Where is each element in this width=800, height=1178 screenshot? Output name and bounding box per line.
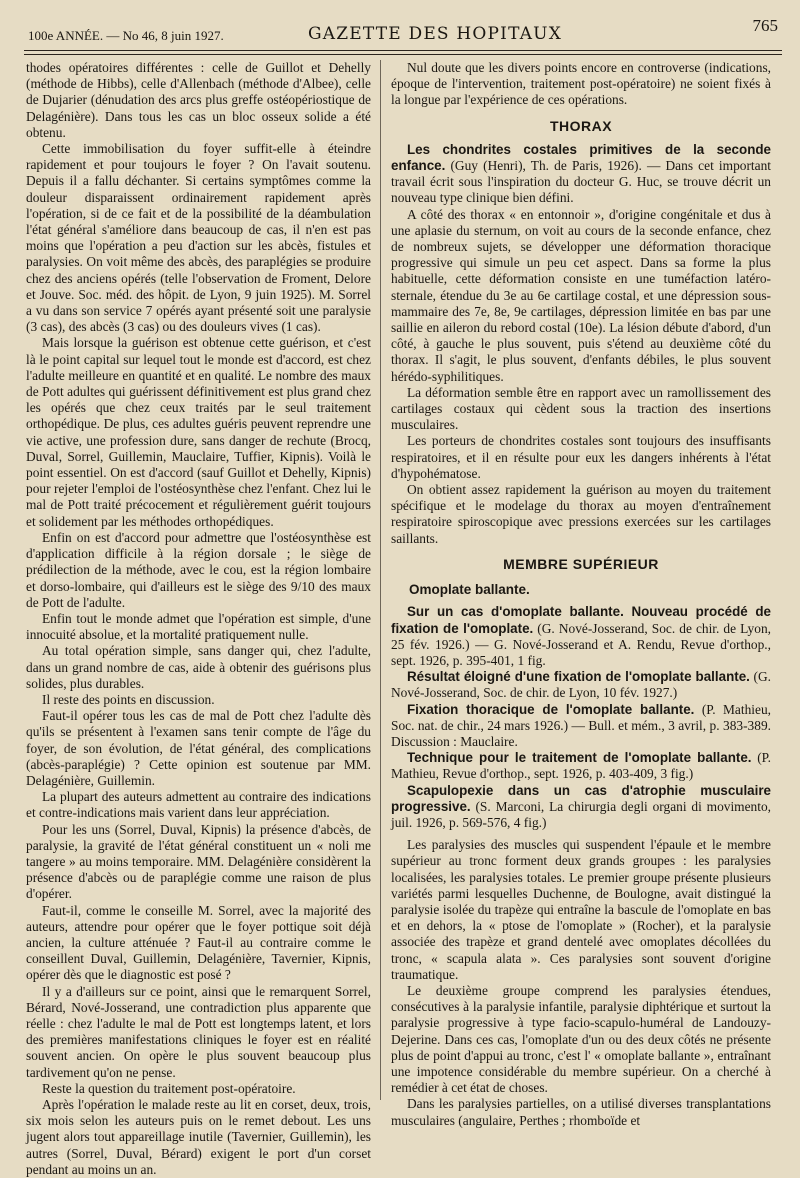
- section-heading-membre-superieur: MEMBRE SUPÉRIEUR: [503, 555, 659, 572]
- column-divider: [380, 60, 381, 1100]
- paragraph: La plupart des auteurs admettent au contraire des indications et contre-indications mais varient dans leur appréciation.: [26, 789, 371, 821]
- reference-citation: (P. Mathieu, Soc. nat. de chir., 24 mars 1926.) — Bull. et mém., 3 avril, p. 383-389. Discussion : Mauclaire.: [391, 701, 771, 749]
- page-number: 765: [752, 16, 778, 35]
- header-rule-bottom: [24, 54, 782, 55]
- paragraph: thodes opératoires différentes : celle de Guillot et Dehelly (méthode de Hibbs), celle d'Allenbach (méthode d'Albee), celle de Dujarier (dénudation des arcs plus greffe ostéopériostique de Delagénière). Dans tous les cas un bloc osseux solide a été obtenu.: [26, 60, 371, 140]
- reference-entry: [391, 142, 771, 207]
- paragraph: Dans les paralysies partielles, on a utilisé diverses transplantations musculaires (angulaire, Perthes ; rhomboïde et: [391, 1096, 771, 1128]
- reference-citation: (G. Nové-Josserand, Soc. de chir. de Lyon, 10 fév. 1927.): [391, 669, 771, 701]
- paragraph: Les paralysies des muscles qui suspendent l'épaule et le membre supérieur au tronc forment deux grands groupes : les paralysies localisées, les paralysies totales. Le premier groupe présente plusieurs variétés parmi lesquelles Duchenne, de Boulogne, avait distingué la paralysie isolée du trapèze qui entraîne la bascule de l'omoplate en bas et en dehors, la « ptose de l'omoplate » (Rocher), et la paralysie associée des trapèze et grand dentelé avec omoplates décollées du tronc, « scapula alata ». Ces paralysies sont souvent d'origine traumatique.: [391, 837, 771, 982]
- reference-title: Résultat éloigné d'une fixation de l'omoplate ballante.: [407, 669, 750, 685]
- reference-entry: [391, 702, 771, 751]
- reference-entry: [391, 604, 771, 669]
- paragraph: Faut-il, comme le conseille M. Sorrel, avec la majorité des auteurs, attendre pour opérer que le foyer pottique soit déjà ancien, la culture atténuée ? Faut-il au contraire comme le conseillent Duval, Guillemin, Delagénière, Tavernier, Kipnis, opérer dès que le diagnostic est posé ?: [26, 902, 371, 983]
- paragraph: Mais lorsque la guérison est obtenue cette guérison, et c'est là le point capital sur lequel tout le monde est d'accord, est chez l'adulte meilleure en quantité et en qualité. Le nombre des maux de Pott adultes qui guérissent définitivement est plus grand chez les opérés que chez ceux traités par le seul traitement orthopédique. De plus, ces adultes guéris peuvent reprendre une vie active, une profession dure, sans danger de rechute (Brocq, Duval, Sorrel, Guillemin, Mauclaire, Tuffier, Kipnis). Voilà le point essentiel. On est d'accord (sauf Guillot et Dehelly, Kipnis) pour rejeter l'emploi de l'ostéosynthèse chez l'enfant. Chez lui le mal de Pott traité précocement et régulièrement guérit toujours et solidement par les méthodes orthopédiques.: [26, 335, 371, 529]
- paragraph: Cette immobilisation du foyer suffit-elle à éteindre rapidement et pour toujours le foyer ? On l'avait soutenu. Depuis il a fallu déchanter. Si certains symptômes comme la douleur disparaissent ordinairement rapidement après l'opération, si de ce fait et de la possibilité de la déambulation l'état général s'améliore dans beaucoup de cas, il n'en est pas moins que l'opération a peu d'action sur les abcès, fistules et paralysies. On voit même des abcès, des paraplégies se produire chez des anciens opérés (telle l'observation de Froment, Delore et Jouve. Soc. méd. des hôpit. de Lyon, 9 juin 1925). M. Sorrel a vu dans son service 7 opérés ayant présenté soit une paralysie (3 cas), des abcès (3 cas) ou des douleurs vives (1 cas).: [26, 141, 371, 335]
- paragraph: Faut-il opérer tous les cas de mal de Pott chez l'adulte dès qu'ils se présentent à l'examen sans tenir compte de l'âge du foyer, de son évolution, de l'état général, des complications (abcès-paraplégie) ? Cette opinion est soutenue par MM. Delagénière, Guillemin.: [26, 708, 371, 788]
- paragraph: Reste la question du traitement post-opératoire.: [42, 1080, 296, 1096]
- paragraph: Les porteurs de chondrites costales sont toujours des insuffisants respiratoires, et il en résulte pour eux les dangers inhérents à l'état d'hypohématose.: [391, 433, 771, 481]
- paragraph: Le deuxième groupe comprend les paralysies étendues, consécutives à la paralysie infantile, paralysie diphtérique et surtout la paralysie progressive à type facio-scapulo-huméral de Landouzy-Dejerine. Dans ces cas, l'omoplate d'un ou des deux côtés ne présente plus de point d'appui au tronc, c'est l' « omoplate ballante », entraînant une impotence considérable du membre supérieur. On a cherché à remédier à cet état de choses.: [391, 982, 771, 1096]
- reference-title: Scapulopexie dans un cas d'atrophie musculaire progressive.: [391, 782, 771, 814]
- subsection-heading: Omoplate ballante.: [409, 582, 530, 598]
- paragraph: Il y a d'ailleurs sur ce point, ainsi que le remarquent Sorrel, Bérard, Nové-Josserand, une contradiction plus apparente que réelle : chez l'adulte le mal de Pott est longtemps latent, et lors des premières manifestations cliniques le foyer est en réalité souvent ancien. On opère le plus souvent beaucoup plus tardivement qu'on ne pense.: [26, 983, 371, 1080]
- reference-entry: [391, 669, 771, 701]
- journal-title: GAZETTE DES HOPITAUX: [308, 24, 563, 44]
- reference-title: Fixation thoracique de l'omoplate ballante.: [407, 701, 695, 717]
- right-column: [391, 60, 771, 1129]
- reference-entry: [391, 783, 771, 832]
- paragraph: On obtient assez rapidement la guérison au moyen du traitement spécifique et le modelage du thorax au moyen d'entraînement respiratoire spiroscopique avec pressions exercées sur les cartilages saillants.: [391, 482, 771, 546]
- paragraph: La déformation semble être en rapport avec un ramollissement des cartilages costaux qui cèdent sous la traction des insertions musculaires.: [391, 384, 771, 433]
- left-column: [26, 60, 371, 1178]
- paragraph: Au total opération simple, sans danger qui, chez l'adulte, dans un grand nombre de cas, aide à obtenir des guérisons plus solides, plus durables.: [26, 643, 371, 691]
- reference-title: Les chondrites costales primitives de la seconde enfance.: [391, 141, 771, 174]
- paragraph: Enfin on est d'accord pour admettre que l'ostéosynthèse est d'application difficile à la région dorsale ; le siège de prédilection de la méthode, avec le cou, est la région lombaire et dorso-lombaire, qui d'ailleurs est le siège des 9/10 des maux de Pott de l'adulte.: [26, 529, 371, 610]
- reference-citation: (G. Nové-Josserand, Soc. de chir. de Lyon, 25 fév. 1926.) — G. Nové-Josserand et A. Rendu, Revue d'orthop., sept. 1926, p. 395-401, 1 fig.: [391, 620, 771, 668]
- paragraph: Il reste des points en discussion.: [42, 691, 215, 707]
- issue-line: 100e ANNÉE. — No 46, 8 juin 1927.: [28, 28, 224, 43]
- paragraph: Pour les uns (Sorrel, Duval, Kipnis) la présence d'abcès, de paralysie, la gravité de l'état général constituent un « noli me tangere » au moins temporaire. MM. Delagénière considèrent la présence d'abcès ou de paraplégie comme une raison de plus d'opérer.: [26, 821, 371, 902]
- paragraph: Après l'opération le malade reste au lit en corset, deux, trois, six mois selon les auteurs puis on le remet debout. Les uns jugent alors tout appareillage inutile (Tavernier, Guillemin), les autres (Sorrel, Duval, Bérard) exigent le port d'un corset pendant au moins un an.: [26, 1097, 371, 1177]
- paragraph: Enfin tout le monde admet que l'opération est simple, d'une innocuité absolue, et la mortalité pratiquement nulle.: [26, 610, 371, 643]
- reference-title: Sur un cas d'omoplate ballante. Nouveau procédé de fixation de l'omoplate.: [391, 604, 771, 636]
- reference-citation: (P. Mathieu, Revue d'orthop., sept. 1926, p. 403-409, 3 fig.): [391, 750, 771, 782]
- reference-citation: (Guy (Henri), Th. de Paris, 1926). — Dans cet important travail écrit sous l'inspiration du docteur G. Huc, se trouve décrit un nouveau type clinique bien défini.: [391, 158, 771, 206]
- paragraph: A côté des thorax « en entonnoir », d'origine congénitale et dus à une aplasie du sternum, on voit au cours de la seconde enfance, chez de nombreux sujets, se développer une déformation thoracique progressive qui simule un peu cet aspect. Dans sa forme la plus habituelle, cette déformation consiste en une tuméfaction latéro-sternale, étendue du 3e au 6e cartilage costal, et une dépression sous-mammaire des 7e, 8e, 9e cartilages, dépression limitée en bas par une saillie en aileron du rebord costal (10e). La lésion débute d'abord, d'un côté, à gauche le plus souvent, puis s'étend au deuxième côté du thorax. Il s'agit, le plus souvent, d'enfants débiles, le plus souvent hérédo-syphilitiques.: [391, 206, 771, 384]
- paragraph: Nul doute que les divers points encore en controverse (indications, époque de l'intervention, traitement post-opératoire) ne soient fixés à la longue par l'expérience de ces opérations.: [391, 60, 771, 108]
- reference-title: Technique pour le traitement de l'omoplate ballante.: [407, 750, 752, 766]
- reference-citation: (S. Marconi, La chirurgia degli organi di movimento, juil. 1926, p. 569-576, 4 fig.): [391, 798, 771, 830]
- header-rule-top: [24, 50, 782, 51]
- page-header: [22, 14, 782, 48]
- section-heading-thorax: THORAX: [549, 117, 613, 134]
- reference-entry: [391, 750, 771, 782]
